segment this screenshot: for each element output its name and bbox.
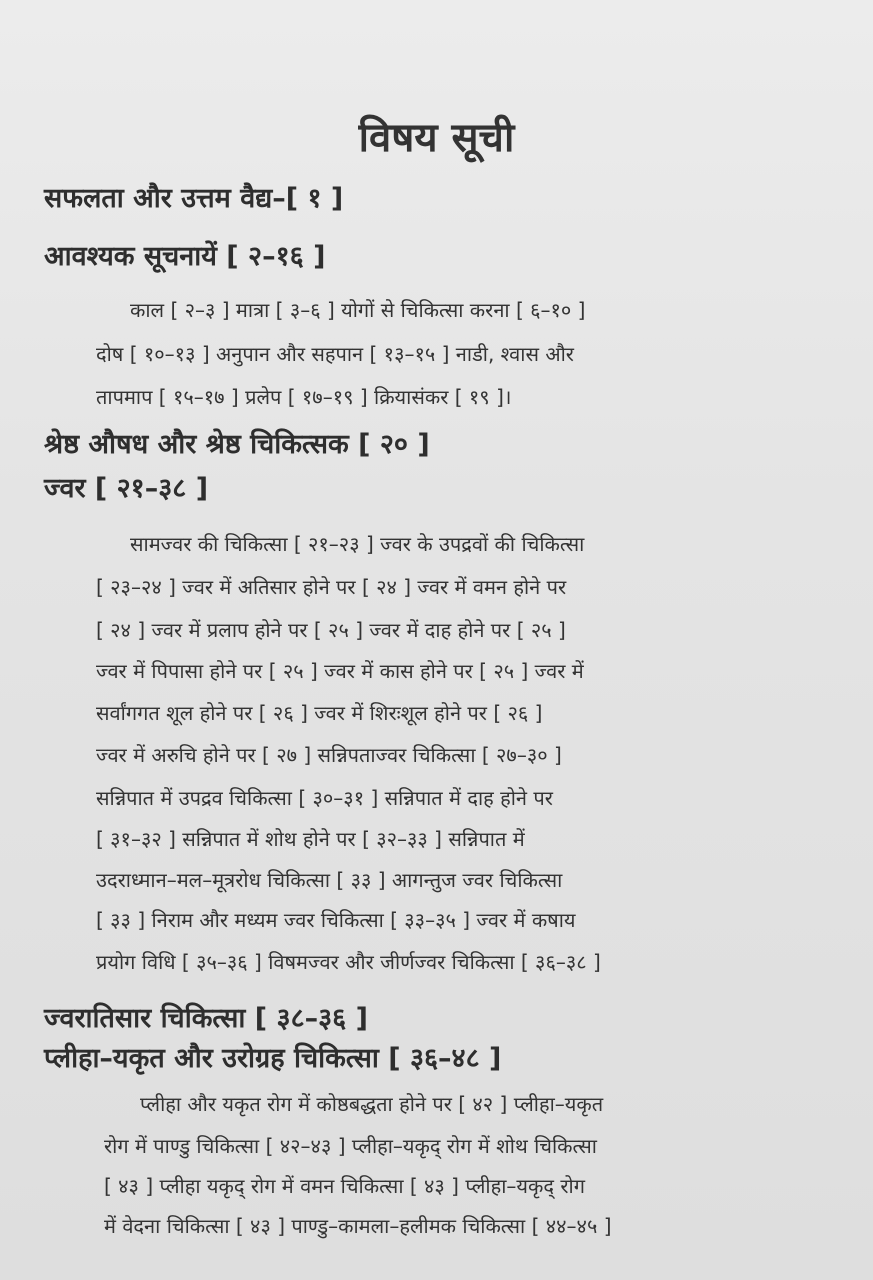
toc-line: [ ३१–३२ ] सन्निपात में शोथ होने पर [ ३२–३३ ] सन्निपात में [96,827,525,851]
toc-line: ज्वर में पिपासा होने पर [ २५ ] ज्वर में कास होने पर [ २५ ] ज्वर में [96,659,584,683]
toc-line: तापमाप [ १५–१७ ] प्रलेप [ १७–१९ ] क्रियासंकर [ १९ ]। [96,385,512,409]
page-title: विषय सूची [358,115,515,161]
toc-line: प्रयोग विधि [ ३५–३६ ] विषमज्वर और जीर्णज्वर चिकित्सा [ ३६–३८ ] [96,950,601,974]
section-heading-fever-diarrhea: ज्वरातिसार चिकित्सा [ ३८–३६ ] [44,1003,368,1034]
toc-line: दोष [ १०–१३ ] अनुपान और सहपान [ १३–१५ ] नाडी, श्वास और [96,342,574,366]
toc-line: प्लीहा और यकृत रोग में कोष्ठबद्धता होने पर [ ४२ ] प्लीहा–यकृत [140,1092,604,1116]
toc-line: सामज्वर की चिकित्सा [ २१–२३ ] ज्वर के उपद्रवों की चिकित्सा [130,532,585,556]
toc-line: [ ४३ ] प्लीहा यकृद् रोग में वमन चिकित्सा [ ४३ ] प्लीहा–यकृद् रोग [104,1174,585,1198]
toc-line: उदराध्मान–मल–मूत्ररोध चिकित्सा [ ३३ ] आगन्तुज ज्वर चिकित्सा [96,868,563,892]
toc-line: सर्वांगगत शूल होने पर [ २६ ] ज्वर में शिरःशूल होने पर [ २६ ] [96,701,543,725]
toc-line: सन्निपात में उपद्रव चिकित्सा [ ३०–३१ ] सन्निपात में दाह होने पर [96,786,553,810]
toc-line: [ ३३ ] निराम और मध्यम ज्वर चिकित्सा [ ३३–३५ ] ज्वर में कषाय [96,908,576,932]
toc-line: रोग में पाण्डु चिकित्सा [ ४२–४३ ] प्लीहा–यकृद् रोग में शोथ चिकित्सा [104,1134,597,1158]
toc-line: में वेदना चिकित्सा [ ४३ ] पाण्डु–कामला–हलीमक चिकित्सा [ ४४–४५ ] [104,1214,612,1238]
section-heading-success: सफलता और उत्तम वैद्य–[ १ ] [44,183,344,214]
toc-line: [ २३–२४ ] ज्वर में अतिसार होने पर [ २४ ] ज्वर में वमन होने पर [96,575,567,599]
section-heading-instructions: आवश्यक सूचनायें [ २–१६ ] [44,241,326,272]
toc-line: ज्वर में अरुचि होने पर [ २७ ] सन्निपताज्वर चिकित्सा [ २७–३० ] [96,743,562,767]
toc-line: [ २४ ] ज्वर में प्रलाप होने पर [ २५ ] ज्वर में दाह होने पर [ २५ ] [96,618,566,642]
section-heading-fever: ज्वर [ २१–३८ ] [44,473,209,504]
toc-line: काल [ २–३ ] मात्रा [ ३–६ ] योगों से चिकित्सा करना [ ६–१० ] [130,298,586,322]
section-heading-medicine: श्रेष्ठ औषध और श्रेष्ठ चिकित्सक [ २० ] [44,429,430,460]
section-heading-spleen-liver: प्लीहा–यकृत और उरोग्रह चिकित्सा [ ३६–४८ ] [44,1043,502,1074]
